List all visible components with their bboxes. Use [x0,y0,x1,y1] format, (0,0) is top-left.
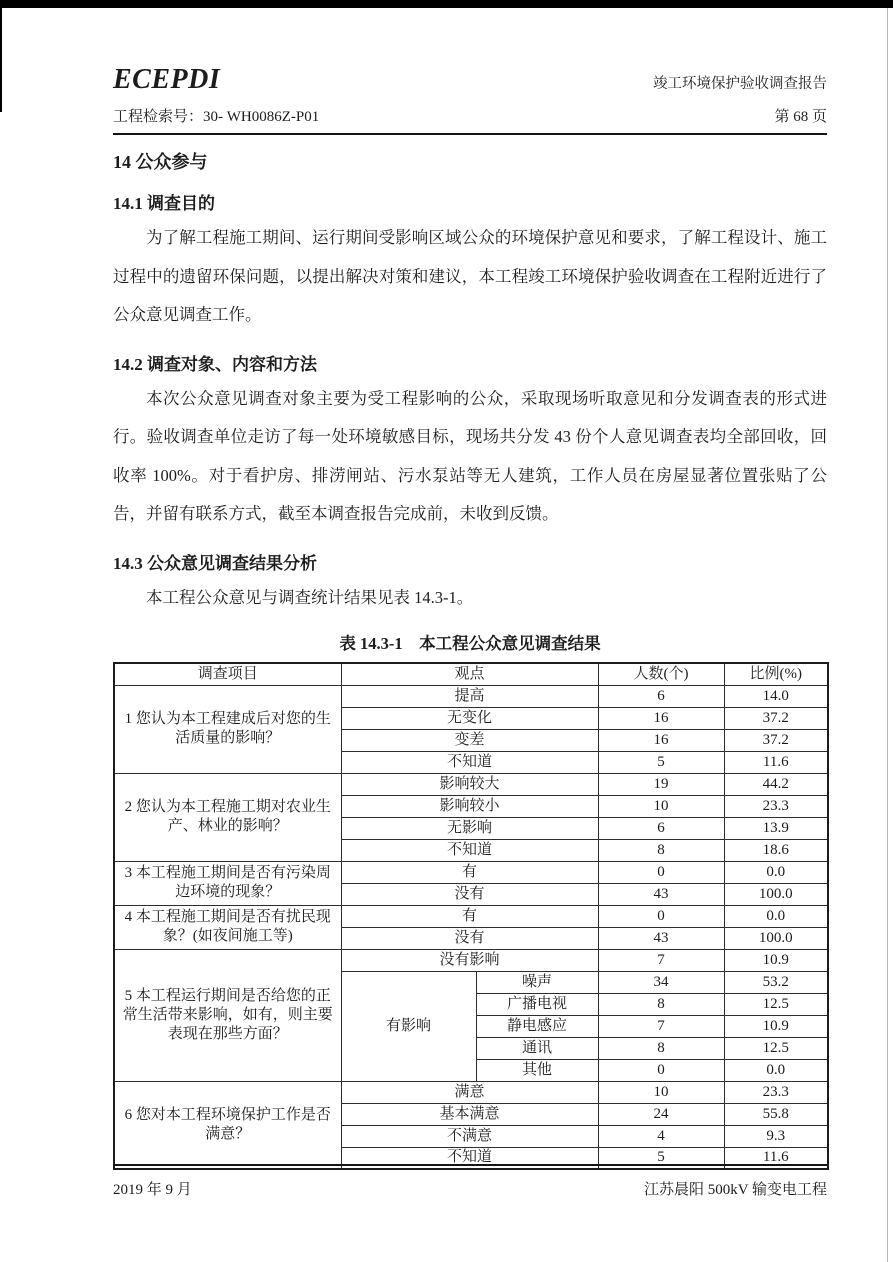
column-header-count: 人数(个) [598,663,724,685]
pct-cell: 18.6 [724,839,828,861]
page-header-meta [113,105,827,135]
pct-cell: 100.0 [724,883,828,905]
pct-cell: 23.3 [724,1081,828,1103]
table-row [114,949,828,971]
paragraph-142: 本次公众意见调查对象主要为受工程影响的公众，采取现场听取意见和分发调查表的形式进行。验收调查单位走访了每一处环境敏感目标，现场共分发 43 份个人意见调查表均全部回收，回收率 100%。对于看护房、排涝闸站、污水泵站等无人建筑，工作人员在房屋显著位置张贴了公告，并留有联系方式，截至本调查报告完成前，未收到反馈。 [113,388,827,523]
option-cell: 不知道 [341,839,598,861]
scan-edge-top [0,0,893,8]
table-row [114,685,828,707]
pct-cell: 37.2 [724,707,828,729]
section-heading-142: 14.2 调查对象、内容和方法 [113,354,317,374]
doc-index: 工程检索号：30- WH0086Z-P01 [113,109,320,125]
count-cell: 10 [598,1081,724,1103]
pct-cell: 44.2 [724,773,828,795]
page-header [113,64,827,96]
option-cell: 有 [341,905,598,927]
question-cell-2: 2 您认为本工程施工期对农业生产、林业的影响？ [114,773,341,861]
option-cell: 影响较大 [341,773,598,795]
question-cell-6: 6 您对本工程环境保护工作是否满意？ [114,1081,341,1169]
scan-edge-left [0,0,2,112]
count-cell: 43 [598,883,724,905]
count-cell: 24 [598,1103,724,1125]
pct-cell: 0.0 [724,861,828,883]
question-cell-1: 1 您认为本工程建成后对您的生活质量的影响？ [114,685,341,773]
count-cell: 34 [598,971,724,993]
option-cell: 无影响 [341,817,598,839]
count-cell: 5 [598,751,724,773]
count-cell: 0 [598,1059,724,1081]
paragraph-143: 本工程公众意见与调查统计结果见表 14.3-1。 [146,587,474,607]
count-cell: 6 [598,817,724,839]
question-cell-4: 4 本工程施工期间是否有扰民现象？(如夜间施工等) [114,905,341,949]
impact-group-cell: 有影响 [341,971,476,1081]
pct-cell: 12.5 [724,1037,828,1059]
option-cell: 不知道 [341,1147,598,1169]
option-cell: 广播电视 [476,993,598,1015]
table-row [114,861,828,883]
count-cell: 0 [598,905,724,927]
pct-cell: 9.3 [724,1125,828,1147]
option-cell: 基本满意 [341,1103,598,1125]
page-number: 第 68 页 [774,109,827,125]
question-cell-3: 3 本工程施工期间是否有污染周边环境的现象？ [114,861,341,905]
pct-cell: 0.0 [724,1059,828,1081]
count-cell: 4 [598,1125,724,1147]
survey-results-table [113,662,829,1170]
column-header-pct: 比例(%) [724,663,828,685]
count-cell: 8 [598,1037,724,1059]
count-cell: 19 [598,773,724,795]
column-header-view: 观点 [341,663,598,685]
pct-cell: 10.9 [724,949,828,971]
option-cell: 没有 [341,927,598,949]
option-cell: 无变化 [341,707,598,729]
count-cell: 0 [598,861,724,883]
option-cell: 满意 [341,1081,598,1103]
count-cell: 7 [598,949,724,971]
option-cell: 噪声 [476,971,598,993]
count-cell: 16 [598,729,724,751]
pct-cell: 10.9 [724,1015,828,1037]
option-cell: 通讯 [476,1037,598,1059]
table-row [114,1081,828,1103]
pct-cell: 23.3 [724,795,828,817]
report-title: 竣工环境保护验收调查报告 [653,76,827,92]
company-logo: ECEPDI [113,64,221,95]
option-cell: 变差 [341,729,598,751]
option-cell: 其他 [476,1059,598,1081]
option-cell: 不满意 [341,1125,598,1147]
option-cell: 影响较小 [341,795,598,817]
pct-cell: 53.2 [724,971,828,993]
pct-cell: 14.0 [724,685,828,707]
pct-cell: 13.9 [724,817,828,839]
option-cell: 有 [341,861,598,883]
pct-cell: 12.5 [724,993,828,1015]
question-cell-5: 5 本工程运行期间是否给您的正常生活带来影响，如有，则主要表现在那些方面？ [114,949,341,1081]
option-cell: 不知道 [341,751,598,773]
pct-cell: 55.8 [724,1103,828,1125]
pct-cell: 0.0 [724,905,828,927]
count-cell: 5 [598,1147,724,1169]
count-cell: 8 [598,839,724,861]
table-row [114,773,828,795]
table-header-row [114,663,828,685]
column-header-item: 调查项目 [114,663,341,685]
footer-project: 江苏晨阳 500kV 输变电工程 [643,1182,827,1198]
pct-cell: 100.0 [724,927,828,949]
pct-cell: 11.6 [724,751,828,773]
option-cell: 没有 [341,883,598,905]
paragraph-141: 为了解工程施工期间、运行期间受影响区域公众的环境保护意见和要求，了解工程设计、施工过程中的遗留环保问题，以提出解决对策和建议，本工程竣工环境保护验收调查在工程附近进行了公众意见调查工作。 [113,228,827,324]
count-cell: 43 [598,927,724,949]
section-heading-143: 14.3 公众意见调查结果分析 [113,553,317,573]
footer-date: 2019 年 9 月 [113,1182,192,1198]
page-footer [113,1164,827,1199]
count-cell: 6 [598,685,724,707]
count-cell: 16 [598,707,724,729]
option-cell: 静电感应 [476,1015,598,1037]
option-cell: 提高 [341,685,598,707]
option-cell: 没有影响 [341,949,598,971]
table-row [114,905,828,927]
count-cell: 8 [598,993,724,1015]
chapter-heading: 14 公众参与 [113,152,208,172]
pct-cell: 37.2 [724,729,828,751]
scan-edge-right [887,8,888,1262]
table-title: 表 14.3-1 本工程公众意见调查结果 [339,634,601,653]
pct-cell: 11.6 [724,1147,828,1169]
count-cell: 10 [598,795,724,817]
section-heading-141: 14.1 调查目的 [113,194,215,213]
count-cell: 7 [598,1015,724,1037]
